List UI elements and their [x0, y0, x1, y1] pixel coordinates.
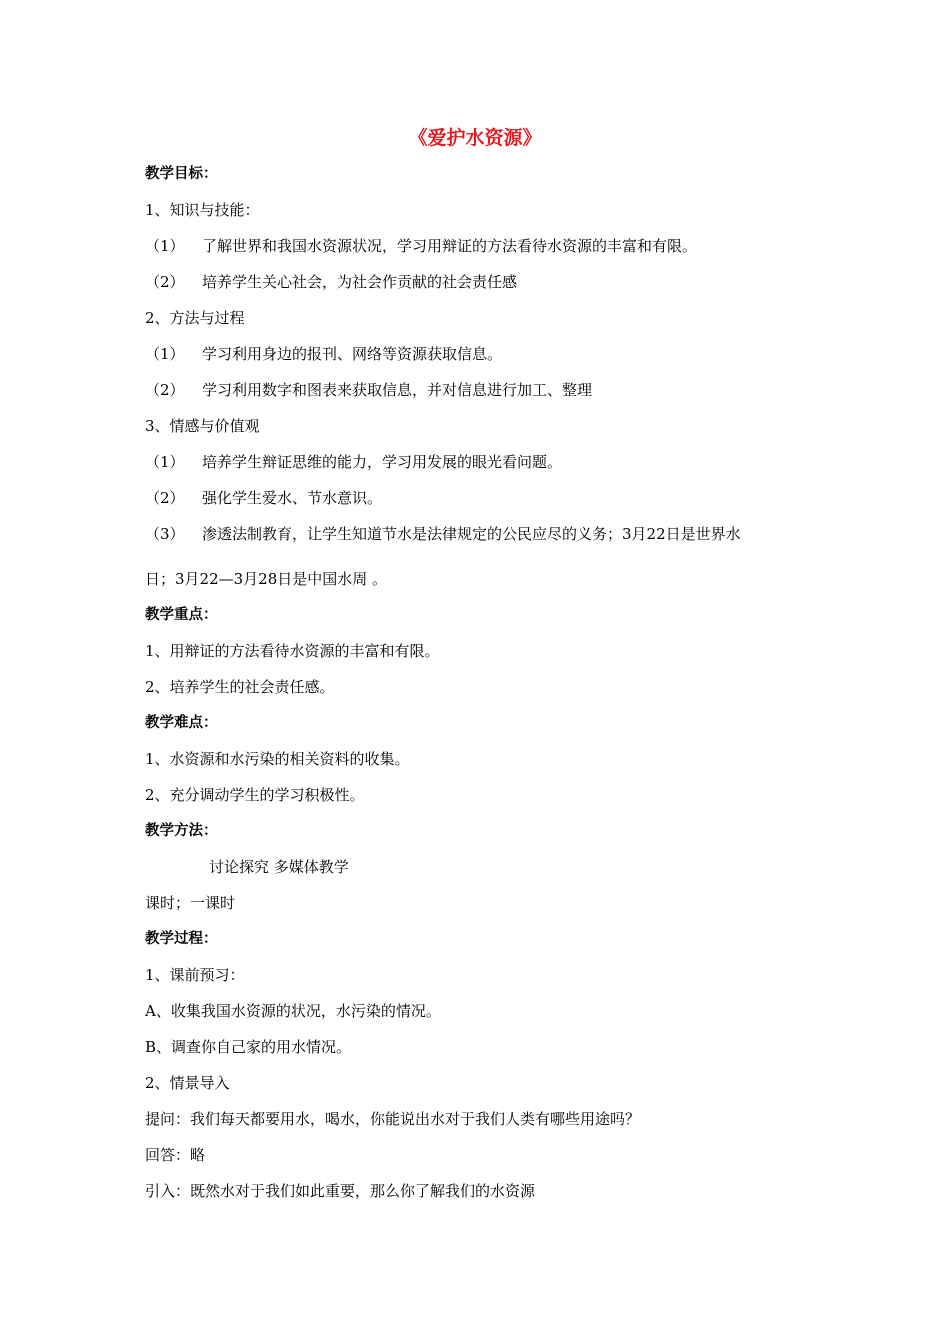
key-points-heading: 教学重点： [145, 607, 218, 623]
item-number: （2） [145, 273, 185, 291]
difficulties-heading: 教学难点： [145, 715, 218, 731]
difficulty-item: 2、充分调动学生的学习积极性。 [145, 786, 365, 804]
item-number: （1） [145, 453, 185, 471]
item-number: （1） [145, 237, 185, 255]
list-item [145, 520, 825, 565]
objectives-heading: 教学目标： [145, 166, 218, 182]
process-line: 1、课前预习： [145, 966, 245, 984]
item-number: （2） [145, 381, 185, 399]
item-text: 学习利用数字和图表来获取信息，并对信息进行加工、整理 [202, 381, 593, 399]
process-line: 2、情景导入 [145, 1074, 230, 1092]
list-item [145, 340, 825, 376]
process-heading: 教学过程： [145, 931, 218, 947]
process-line: A、收集我国水资源的状况，水污染的情况。 [145, 1002, 441, 1020]
section-label: 2、方法与过程 [145, 309, 245, 327]
section-label: 1、知识与技能： [145, 201, 260, 219]
key-point-item: 1、用辩证的方法看待水资源的丰富和有限。 [145, 642, 440, 660]
section-label: 3、情感与价值观 [145, 417, 260, 435]
methods-heading: 教学方法： [145, 823, 218, 839]
item-text: 渗透法制教育，让学生知道节水是法律规定的公民应尽的义务；3月22日是世界水 [202, 525, 741, 543]
item-text: 培养学生关心社会，为社会作贡献的社会责任感 [202, 273, 518, 291]
list-item [145, 268, 825, 304]
document-title: 《爱护水资源》 [408, 127, 542, 149]
list-item [145, 232, 825, 268]
process-line: 引入：既然水对于我们如此重要，那么你了解我们的水资源 [145, 1182, 536, 1200]
list-item [145, 448, 825, 484]
item-number: （3） [145, 525, 185, 543]
item-number: （1） [145, 345, 185, 363]
key-point-item: 2、培养学生的社会责任感。 [145, 678, 335, 696]
document-body [145, 160, 825, 1213]
class-period: 课时；一课时 [145, 894, 236, 912]
difficulty-item: 1、水资源和水污染的相关资料的收集。 [145, 750, 410, 768]
item-text: 培养学生辩证思维的能力，学习用发展的眼光看问题。 [202, 453, 563, 471]
list-item [145, 484, 825, 520]
item-number: （2） [145, 489, 185, 507]
list-item [145, 376, 825, 412]
process-line: 提问：我们每天都要用水，喝水，你能说出水对于我们人类有哪些用途吗？ [145, 1110, 641, 1128]
item-text: 学习利用身边的报刊、网络等资源获取信息。 [202, 345, 503, 363]
process-line: 回答：略 [145, 1146, 206, 1164]
process-line: B、调查你自己家的用水情况。 [145, 1038, 352, 1056]
item-text: 强化学生爱水、节水意识。 [202, 489, 383, 507]
item-continuation: 日；3月22—3月28日是中国水周 。 [145, 570, 388, 588]
methods-text: 讨论探究 多媒体教学 [209, 858, 349, 876]
item-text: 了解世界和我国水资源状况，学习用辩证的方法看待水资源的丰富和有限。 [202, 237, 698, 255]
